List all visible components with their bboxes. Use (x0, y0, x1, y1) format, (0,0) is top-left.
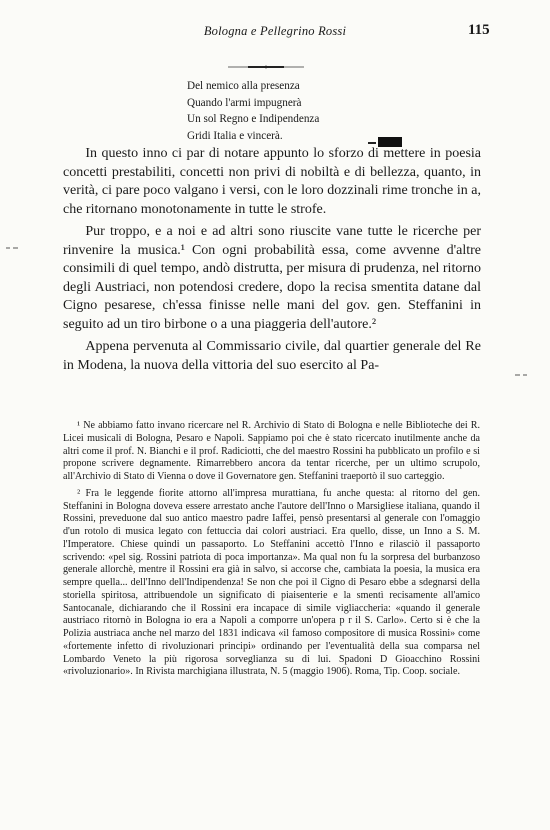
margin-mark (515, 373, 527, 377)
running-title: Bologna e Pellegrino Rossi (203, 24, 347, 38)
body-paragraph: Pur troppo, e a noi e ad altri sono riuscite vane tutte le ricerche per rinvenire la musica.¹ Con ogni probabilità essa, come avvenne d'altre consimili di quel tempo, andò distrutta, per misura di prudenza, nel ritorno degli Austriaci, non potendosi credere, dopo la recisa smentita datane dal Cigno pesarese, ch'essa finisse nelle mani del gov. gen. Steffanini in seguito ad un tiro birbone o a una piaggeria dell'autore.² (63, 224, 481, 332)
footnote: ¹ Ne abbiamo fatto invano ricercare nel R. Archivio di Stato di Bologna e nelle Biblioteche dei R. Licei musicali di Bologna, Pesaro e Napoli. Sappiamo poi che è stato ricercato inutilmente anche da altri come il prof. N. Bianchi e il prof. Radiciotti, che del maestro Rossini ha pubblicato un profilo e si propone scrivere degnamente. Rimarrebbero ancora da tentar ricerche, per un ultimo scrupolo, all'Archivio di Stato di Vienna o dove il Governatore gen. Steffanini traeportò il suo carteggio. (63, 420, 480, 482)
margin-mark (6, 246, 18, 250)
poem-line: Un sol Regno e Indipendenza (187, 113, 320, 125)
poem-stanza (187, 78, 319, 144)
body-paragraph: In questo inno ci par di notare appunto lo sforzo di mettere in poesia concetti prestabiliti, concetti non privi di nobiltà e di bellezza, quanto, in verità, ci pare poco valgano i versi, con le loro dozzinali rime tronche in a, che ritornano monotonamente in tutte le strofe. (63, 146, 481, 217)
ornament-rule (228, 64, 304, 70)
page-number: 115 (468, 22, 490, 38)
footnotes (63, 420, 480, 679)
running-head (0, 22, 550, 42)
body-paragraph: Appena pervenuta al Commissario civile, dal quartier generale del Re in Modena, la nuova della vittoria del suo esercito al Pa- (63, 339, 481, 373)
main-text (63, 145, 481, 375)
poem-line: Gridi Italia e vincerà. (187, 129, 283, 142)
poem-line: Del nemico alla presenza (187, 80, 300, 92)
poem-line: Quando l'armi impugnerà (187, 96, 302, 109)
footnote: ² Fra le leggende fiorite attorno all'impresa murattiana, fu anche questa: al ritorno del gen. Steffanini in Bologna doveva essere arrestato anche l'autore dell'Inno o Marsigliese italiana, quando il Rossini, preveduone dal suo antico maestro padre Iaffei, pensò presentarsi al generale con l'omaggio d'un rotolo di musica legato con fettuccia dai colori austriaci. Era quello, disse, un Inno a S. M. l'Imperatore. Chiese quindi un passaporto. Lo Steffanini accettò l'Inno e rilasciò il passaporto scrivendo: «pel sig. Rossini patriota di poca importanza». Ma qual non fu la sorpresa del burbanzoso generale allorchè, mentre il Rossini era già in salvo, si accorse che, cambiata la poesia, la musica era sempre quella... dell'Inno dell'Indipendenza! Se non che poi il Cigno di Pesaro ebbe a sdegnarsi della storiella spiritosa, attribuendole un significato di piaisenterie e la smentì recisamente all'amico Santocanale, dichiarando che il Rossini era incapace di simile vigliaccheria: «quando il generale austriaco ritornò in Bologna io era a Napoli a comporre un'opera p r il S. Carlo». Certo si è che la Polizia austriaca anche nel marzo del 1831 indicava «il famoso compositore di musica Rossini» come «fortemente infetto di rivoluzionari principi» ordinando per l'eventualità della sua comparsa nel Lombardo Veneto la più rigorosa sorveglianza su di lui. Spadoni D Gioacchino Rossini «rivoluzionario». In Rivista marchigiana illustrata, N. 5 (maggio 1906). Roma, Tip. Coop. sociale. (63, 487, 480, 678)
